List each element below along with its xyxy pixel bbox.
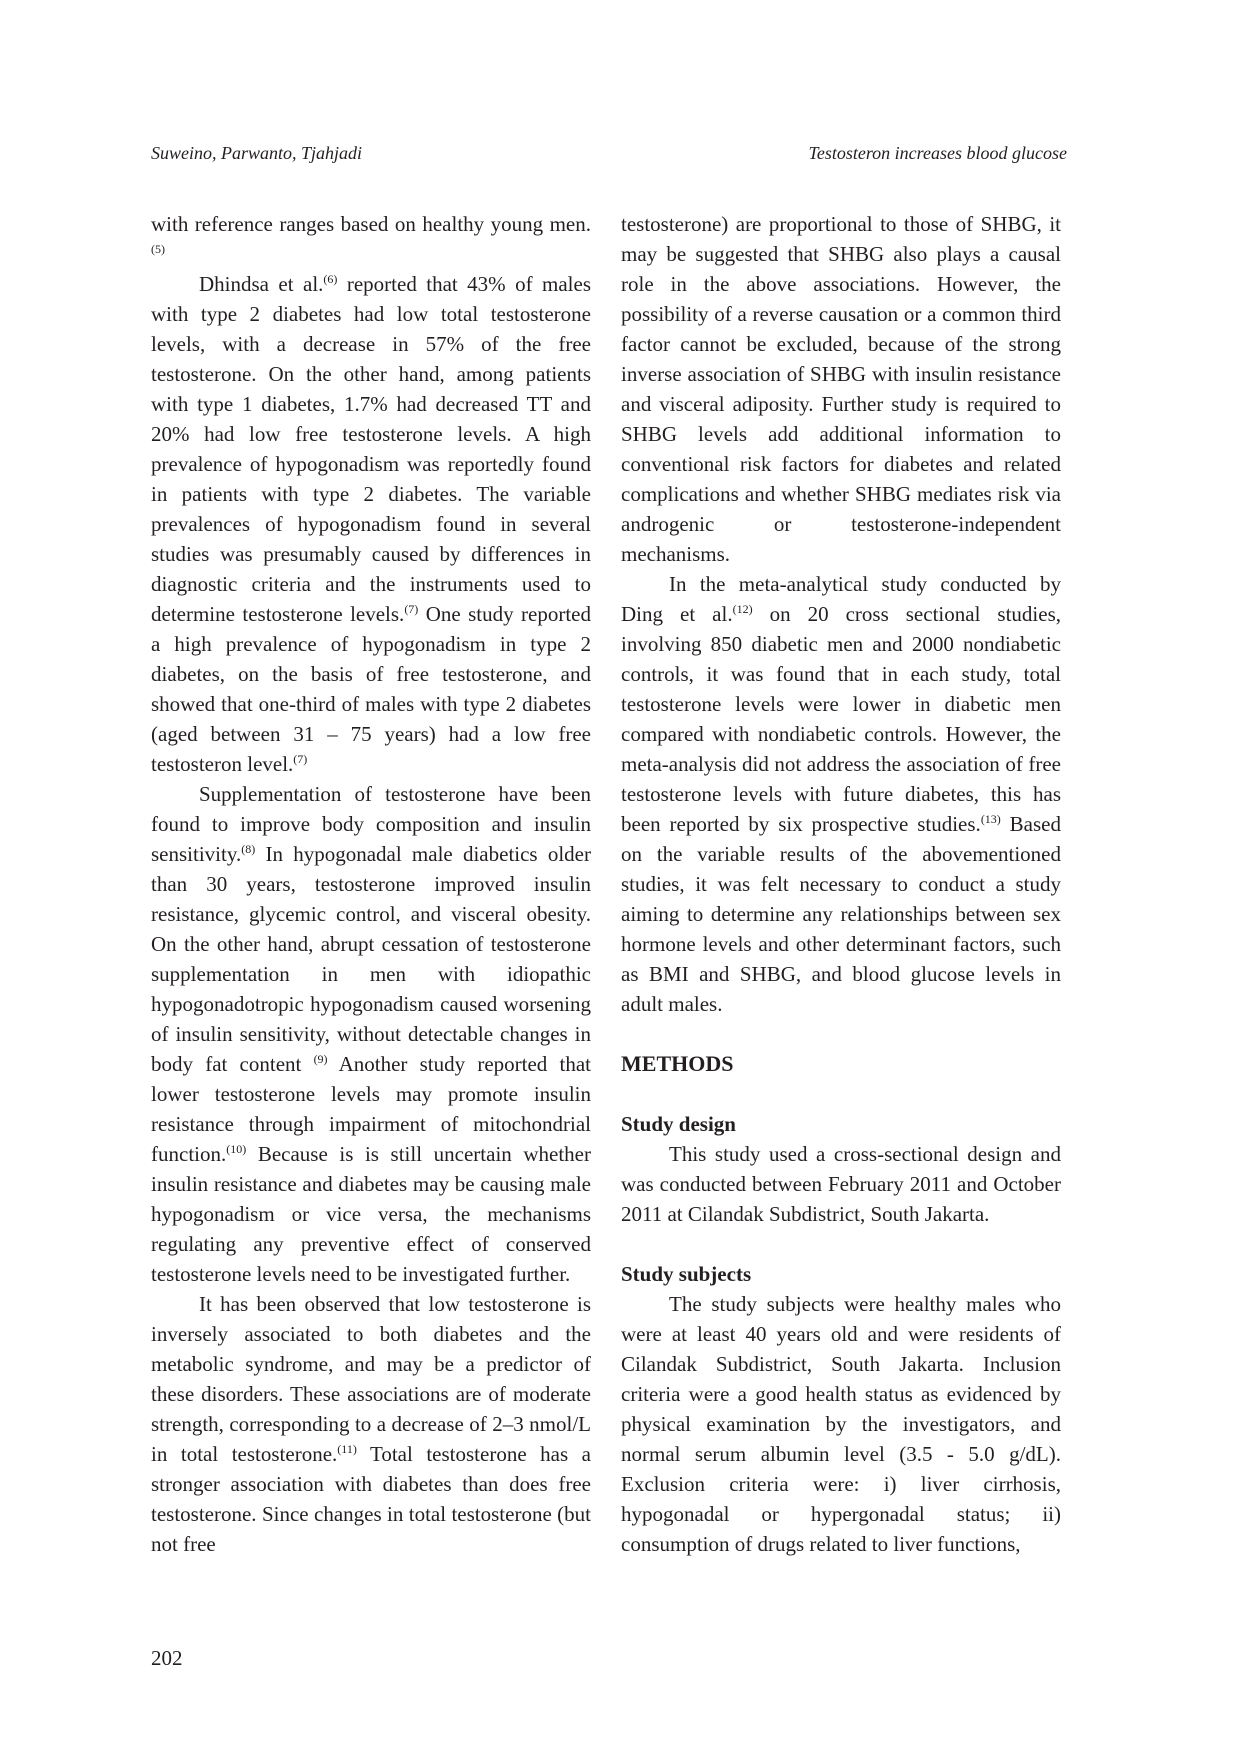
paragraph: [621, 569, 1061, 1019]
body-text: Based on the variable results of the abovementioned studies, it was felt necessary to conduct a study aiming to determine any relationships between sex hormone levels and other determinant factors, such as BMI and SHBG, and blood glucose levels in adult males.: [621, 812, 1061, 1016]
body-text: Dhindsa et al.: [199, 272, 324, 296]
citation: (9): [313, 1052, 328, 1066]
citation: (10): [226, 1142, 247, 1156]
paragraph: [151, 269, 591, 779]
citation: (8): [241, 842, 256, 856]
citation: (5): [151, 242, 165, 256]
body-text: One study reported a high prevalence of hypogonadism in type 2 diabetes, on the basis of free testosterone, and showed that one-third of males with type 2 diabetes (aged between 31 – 75 years) had a low free testosteron level.: [151, 602, 591, 776]
body-text: Total testosterone has a stronger association with diabetes than does free testosterone. Since changes in total testosterone (but not free: [151, 1442, 591, 1556]
subheading-study-design: Study design: [621, 1112, 736, 1136]
left-column: [151, 209, 591, 1559]
header-authors: Suweino, Parwanto, Tjahjadi: [151, 143, 363, 163]
subheading-study-subjects: Study subjects: [621, 1262, 752, 1286]
paragraph: The study subjects were healthy males who were at least 40 years old and were residents of Cilandak Subdistrict, South Jakarta. Inclusion criteria were a good health status as evidenced by physical examination by the investigators, and normal serum albumin level (3.5 - 5.0 g/dL). Exclusion criteria were: i) liver cirrhosis, hypogonadal or hypergonadal status; ii) consumption of drugs related to liver functions,: [621, 1292, 1061, 1556]
paragraph: [151, 209, 591, 269]
body-text: Supplementation of testosterone have been found to improve body composition and insulin sensitivity.: [151, 782, 591, 866]
paragraph: [151, 1289, 591, 1559]
paragraph: This study used a cross-sectional design and was conducted between February 2011 and October 2011 at Cilandak Subdistrict, South Jakarta.: [621, 1142, 1061, 1226]
body-text: reported that 43% of males with type 2 diabetes had low total testosterone levels, with a decrease in 57% of the free testosterone. On the other hand, among patients with type 1 diabetes, 1.7% had decreased TT and 20% had low free testosterone levels. A high prevalence of hypogonadism was reportedly found in patients with type 2 diabetes. The variable prevalences of hypogonadism found in several studies was presumably caused by differences in diagnostic criteria and the instruments used to determine testosterone levels.: [151, 272, 591, 626]
header-short-title: Testosteron increases blood glucose: [808, 143, 1067, 163]
running-header: [151, 143, 1067, 173]
paragraph: [151, 779, 591, 1289]
body-text: with reference ranges based on healthy young men.: [151, 212, 591, 236]
citation: (7): [404, 602, 419, 616]
citation: (6): [323, 272, 338, 286]
citation: (13): [980, 812, 1001, 826]
body-text: on 20 cross sectional studies, involving 850 diabetic men and 2000 nondiabetic controls, it was found that in each study, total testosterone levels were lower in diabetic men compared with nondiabetic controls. However, the meta-analysis did not address the association of free testosterone levels with future diabetes, this has been reported by six prospective studies.: [621, 602, 1061, 836]
body-text: It has been observed that low testosterone is inversely associated to both diabetes and the metabolic syndrome, and may be a predictor of these disorders. These associations are of moderate strength, corresponding to a decrease of 2–3 nmol/L in total testosterone.: [151, 1292, 591, 1466]
body-text: In hypogonadal male diabetics older than 30 years, testosterone improved insulin resistance, glycemic control, and visceral obesity. On the other hand, abrupt cessation of testosterone supplementation in men with idiopathic hypogonadotropic hypogonadism caused worsening of insulin sensitivity, without detectable changes in body fat content: [151, 842, 591, 1076]
citation: (12): [732, 602, 753, 616]
body-text: In the meta-analytical study conducted by Ding et al.: [621, 572, 1061, 626]
body-text: Because is is still uncertain whether insulin resistance and diabetes may be causing male hypogonadism or vice versa, the mechanisms regulating any preventive effect of conserved testosterone levels need to be investigated further.: [151, 1142, 591, 1286]
paragraph: testosterone) are proportional to those of SHBG, it may be suggested that SHBG also plays a causal role in the above associations. However, the possibility of a reverse causation or a common third factor cannot be excluded, because of the strong inverse association of SHBG with insulin resistance and visceral adiposity. Further study is required to SHBG levels add additional information to conventional risk factors for diabetes and related complications and whether SHBG mediates risk via androgenic or testosterone-independent mechanisms.: [621, 212, 1061, 566]
page-number: 202: [151, 1646, 183, 1670]
citation: (7): [293, 752, 308, 766]
body-text: Another study reported that lower testosterone levels may promote insulin resistance through impairment of mitochondrial function.: [151, 1052, 591, 1166]
right-column: [621, 209, 1061, 1559]
citation: (11): [337, 1442, 357, 1456]
section-heading-methods: METHODS: [621, 1051, 734, 1076]
